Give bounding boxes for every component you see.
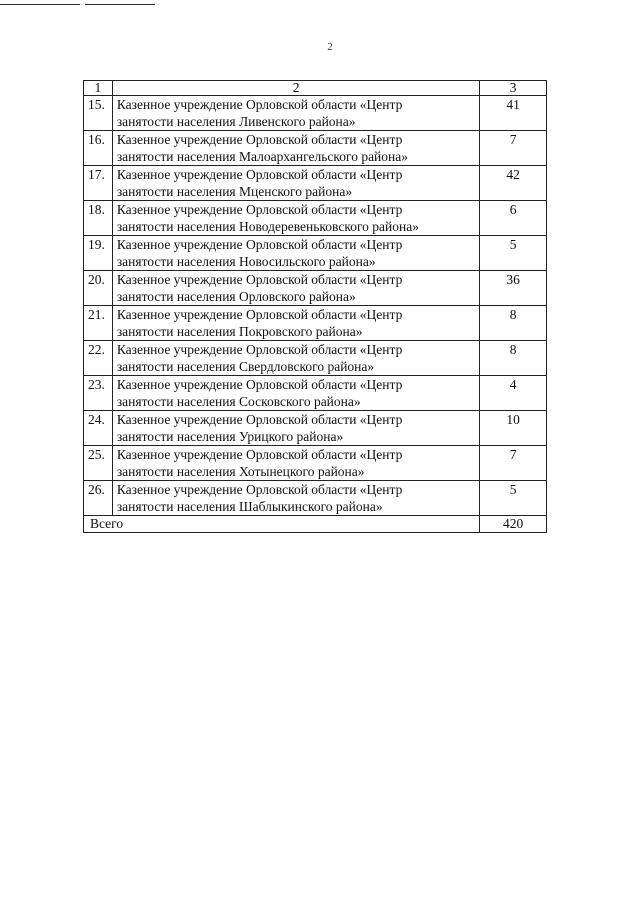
- institution-name: [112, 271, 480, 306]
- table-row: [84, 481, 547, 516]
- institution-name-line-1: Казенное учреждение Орловской области «Центр: [116, 272, 403, 287]
- institution-name-line-2: занятости населения Покровского района»: [116, 324, 363, 339]
- institution-name-line-1: Казенное учреждение Орловской области «Центр: [116, 447, 403, 462]
- institution-name-line-1: Казенное учреждение Орловской области «Центр: [116, 167, 403, 182]
- row-value: 4: [480, 376, 547, 411]
- institution-name-line-1: Казенное учреждение Орловской области «Центр: [116, 97, 403, 112]
- header-col-2: 2: [112, 81, 480, 96]
- row-number: 21.: [84, 306, 113, 341]
- table-row: [84, 306, 547, 341]
- row-value: 5: [480, 481, 547, 516]
- row-number: 23.: [84, 376, 113, 411]
- institution-name-line-1: Казенное учреждение Орловской области «Центр: [116, 202, 403, 217]
- top-rule-right: [85, 4, 155, 5]
- row-value: 7: [480, 131, 547, 166]
- row-number: 16.: [84, 131, 113, 166]
- table-row: [84, 201, 547, 236]
- table-header-row: [84, 81, 547, 96]
- row-number: 26.: [84, 481, 113, 516]
- row-number: 17.: [84, 166, 113, 201]
- page-number: 2: [327, 41, 333, 53]
- table-row: [84, 96, 547, 131]
- institution-name: [112, 376, 480, 411]
- institution-name-line-2: занятости населения Урицкого района»: [116, 429, 344, 444]
- institution-name: [112, 166, 480, 201]
- institution-name-line-1: Казенное учреждение Орловской области «Центр: [116, 412, 403, 427]
- institution-name: [112, 236, 480, 271]
- row-number: 19.: [84, 236, 113, 271]
- institution-name-line-1: Казенное учреждение Орловской области «Центр: [116, 377, 403, 392]
- institution-name-line-2: занятости населения Орловского района»: [116, 289, 356, 304]
- header-col-3: 3: [480, 81, 547, 96]
- institution-name-line-2: занятости населения Новосильского района»: [116, 254, 376, 269]
- institution-name-line-2: занятости населения Ливенского района»: [116, 114, 356, 129]
- table-row: [84, 271, 547, 306]
- row-value: 7: [480, 446, 547, 481]
- table-row: [84, 341, 547, 376]
- institution-name-line-2: занятости населения Хотынецкого района»: [116, 464, 365, 479]
- total-label: Всего: [84, 516, 480, 533]
- institution-name-line-2: занятости населения Новодеревеньковского района»: [116, 219, 419, 234]
- institution-name-line-1: Казенное учреждение Орловской области «Центр: [116, 132, 403, 147]
- row-value: 36: [480, 271, 547, 306]
- institution-name: [112, 131, 480, 166]
- institution-name: [112, 96, 480, 131]
- row-value: 6: [480, 201, 547, 236]
- row-value: 8: [480, 306, 547, 341]
- row-value: 41: [480, 96, 547, 131]
- row-number: 25.: [84, 446, 113, 481]
- row-value: 8: [480, 341, 547, 376]
- institution-name-line-2: занятости населения Свердловского района»: [116, 359, 375, 374]
- institution-name: [112, 481, 480, 516]
- table-row: [84, 236, 547, 271]
- institutions-table: [83, 80, 547, 533]
- header-col-1: 1: [84, 81, 113, 96]
- institution-name-line-2: занятости населения Шаблыкинского района»: [116, 499, 383, 514]
- institution-name-line-1: Казенное учреждение Орловской области «Центр: [116, 342, 403, 357]
- institution-name-line-1: Казенное учреждение Орловской области «Центр: [116, 307, 403, 322]
- institution-name-line-2: занятости населения Малоархангельского района»: [116, 149, 408, 164]
- total-row: [84, 516, 547, 533]
- table-row: [84, 166, 547, 201]
- row-number: 24.: [84, 411, 113, 446]
- row-number: 22.: [84, 341, 113, 376]
- institution-name: [112, 306, 480, 341]
- row-value: 5: [480, 236, 547, 271]
- table-row: [84, 446, 547, 481]
- top-rule-left: [0, 4, 80, 5]
- table-row: [84, 376, 547, 411]
- institution-name-line-2: занятости населения Сосковского района»: [116, 394, 361, 409]
- row-number: 20.: [84, 271, 113, 306]
- row-value: 10: [480, 411, 547, 446]
- institution-name-line-2: занятости населения Мценского района»: [116, 184, 353, 199]
- institution-name: [112, 341, 480, 376]
- table-row: [84, 131, 547, 166]
- row-number: 18.: [84, 201, 113, 236]
- institution-name-line-1: Казенное учреждение Орловской области «Центр: [116, 482, 403, 497]
- institution-name-line-1: Казенное учреждение Орловской области «Центр: [116, 237, 403, 252]
- total-value: 420: [480, 516, 547, 533]
- institution-name: [112, 411, 480, 446]
- institution-name: [112, 446, 480, 481]
- table-row: [84, 411, 547, 446]
- row-number: 15.: [84, 96, 113, 131]
- institution-name: [112, 201, 480, 236]
- row-value: 42: [480, 166, 547, 201]
